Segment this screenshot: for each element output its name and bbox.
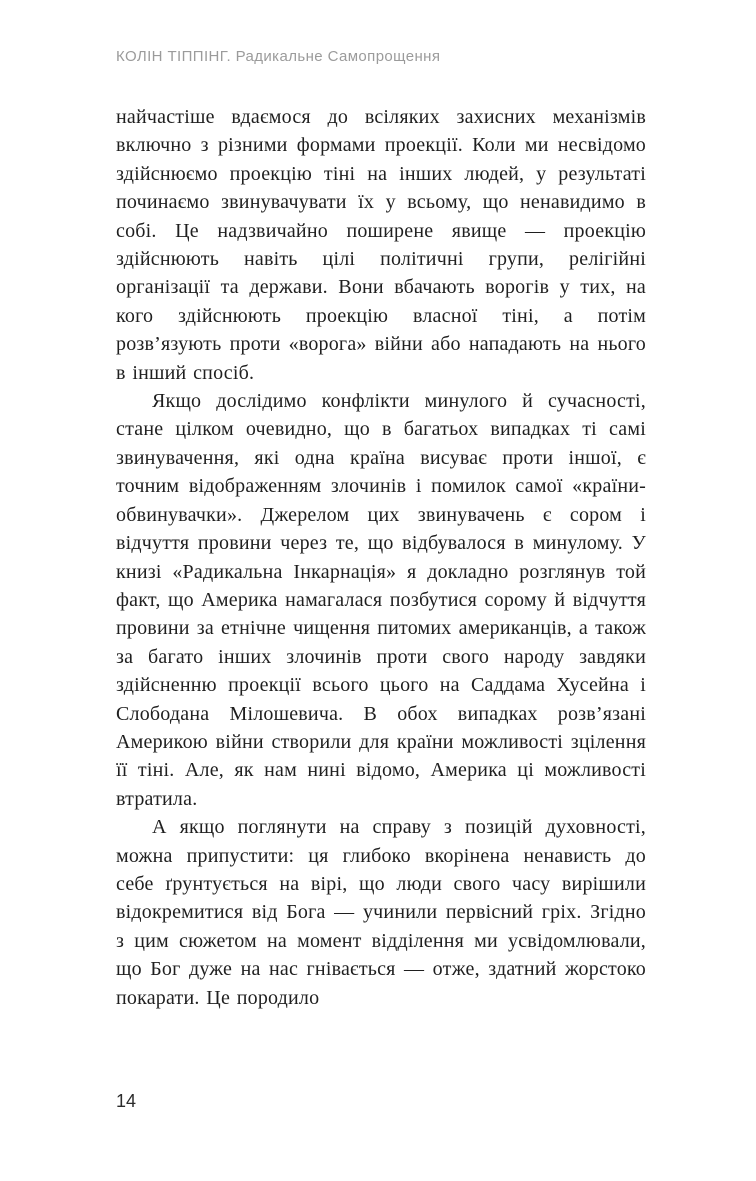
- running-header: КОЛІН ТІППІНГ. Радикальне Самопрощення: [116, 48, 441, 65]
- paragraph: Якщо дослідимо конфлікти минулого й сучасності, стане цілком очевидно, що в багатьох випадках ті самі звинувачення, які одна країна висуває проти іншої, є точним відображенням злочинів і помилок самої «країни-обвинувачки». Джерелом цих звинувачень є сором і відчуття провини через те, що відбувалося в минулому. У книзі «Радикальна Інкарнація» я докладно розглянув той факт, що Америка намагалася позбутися сорому й відчуття провини за етнічне чищення питомих американців, а також за багато інших злочинів проти свого народу завдяки здійсненню проекції всього цього на Саддама Хусейна і Слободана Мілошевича. В обох випадках розв’язані Америкою війни створили для країни можливості зцілення її тіні. Але, як нам нині відомо, Америка ці можливості втратила.: [116, 390, 646, 810]
- paragraph: найчастіше вдаємося до всіляких захисних механізмів включно з різними формами проекції. Коли ми несвідомо здійснюємо проекцію тіні на інших людей, у результаті починаємо звинувачувати їх у всьому, що ненавидимо в собі. Це надзвичайно поширене явище — проекцію здійснюють навіть цілі політичні групи, релігійні організації та держави. Вони вбачають ворогів у тих, на кого здійснюють проекцію власної тіні, а потім розв’язують проти «ворога» війни або нападають на нього в інший спосіб.: [116, 106, 646, 384]
- page-number: 14: [116, 1091, 137, 1111]
- body-text: [116, 103, 646, 1012]
- paragraph: А якщо поглянути на справу з позицій духовності, можна припустити: ця глибоко вкорінена ненависть до себе ґрунтується на вірі, що люди свого часу вирішили відокремитися від Бога — учинили первісний гріх. Згідно з цим сюжетом на момент відділення ми усвідомлювали, що Бог дуже на нас гнівається — отже, здатний жорстоко покарати. Це породило: [116, 816, 646, 1009]
